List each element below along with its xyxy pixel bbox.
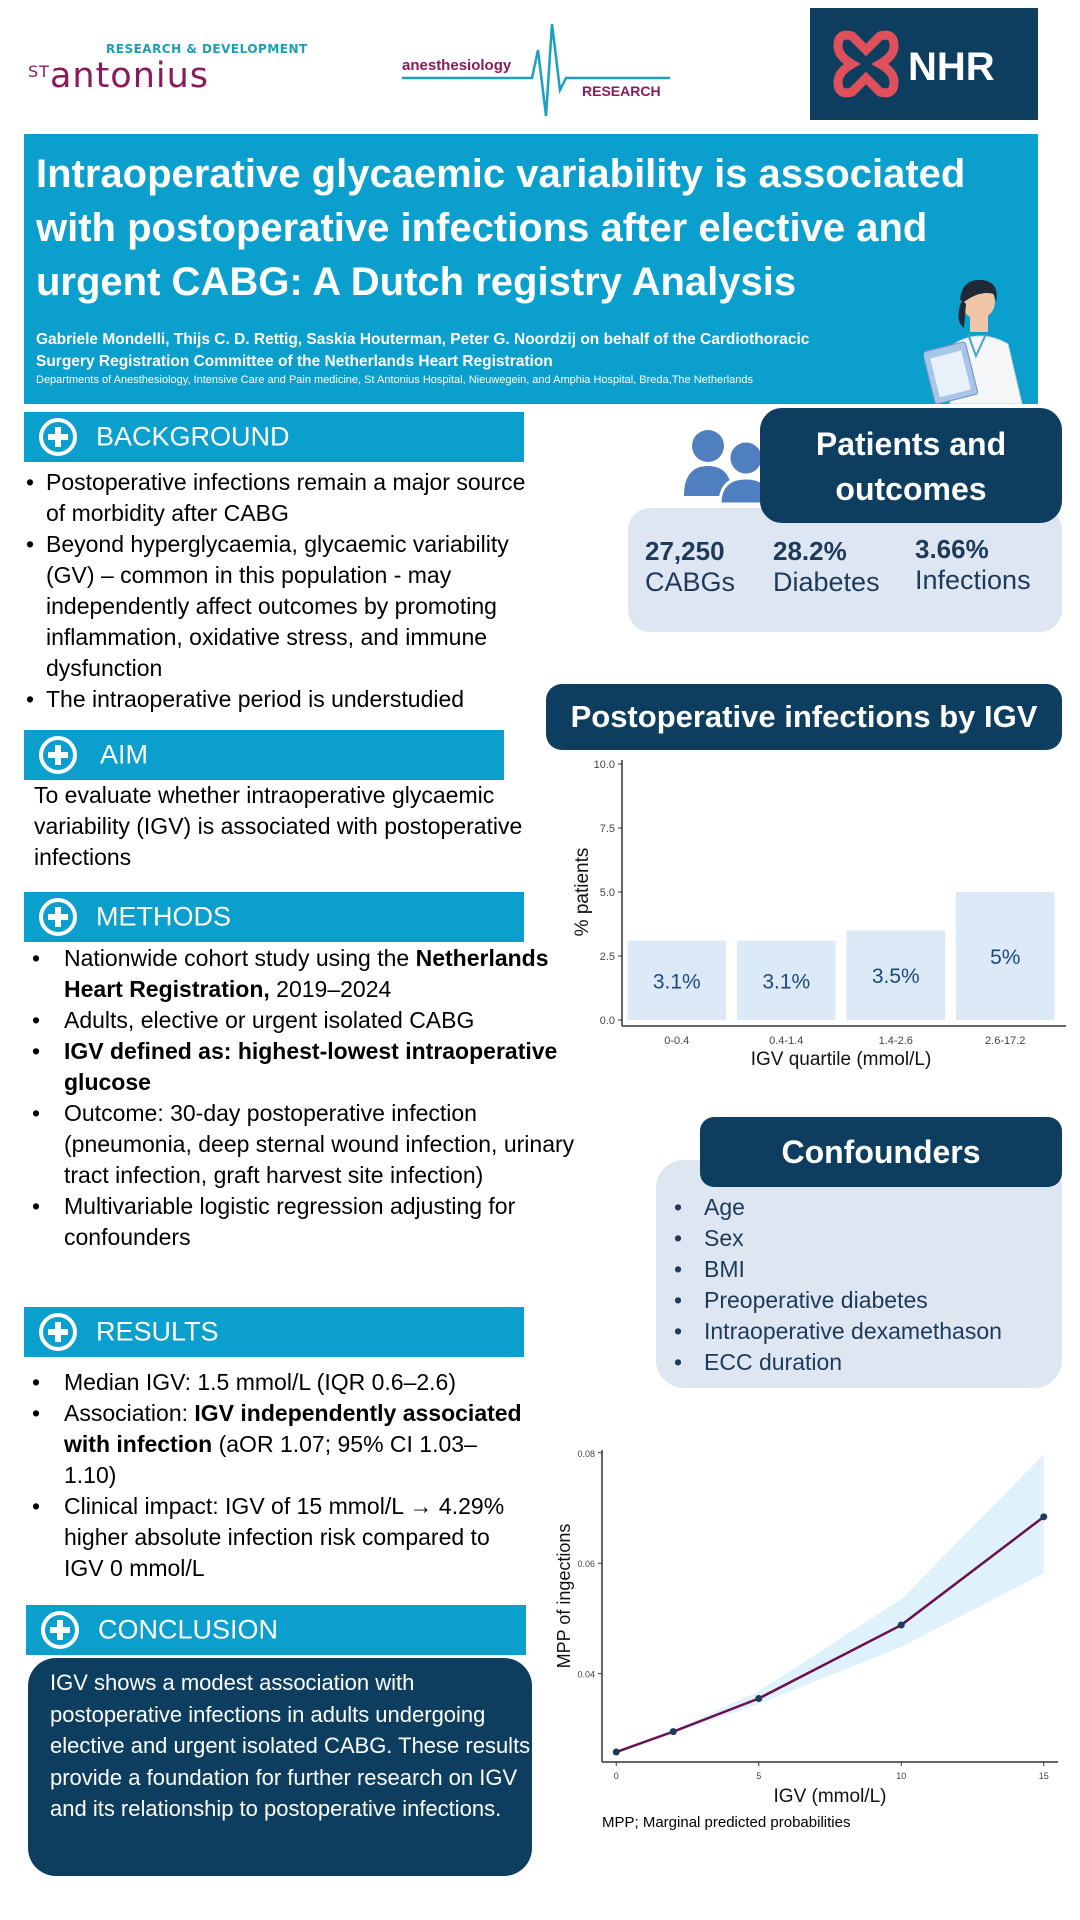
bar-chart-header: Postoperative infections by IGV: [546, 684, 1062, 750]
list-item: • Clinical impact: IGV of 15 mmol/L → 4.29% higher absolute infection risk compared to IGV 0 mmol/L: [24, 1491, 524, 1584]
stat-value: 3.66%: [915, 534, 989, 564]
aim-text: To evaluate whether intraoperative glycaemic variability (IGV) is associated with postoperative infections: [34, 782, 523, 870]
doctor-illustration: [924, 272, 1036, 404]
background-list: [24, 467, 544, 715]
y-tick-label: 0.08: [577, 1448, 595, 1459]
y-tick-label: 0.04: [577, 1669, 595, 1680]
line-chart: [552, 1440, 1072, 1810]
methods-header-label: METHODS: [96, 901, 231, 932]
x-axis-label: IGV (mmol/L): [773, 1786, 887, 1807]
list-item: • Outcome: 30-day postoperative infection (pneumonia, deep sternal wound infection, urinary tract infection, graft harvest site infection): [24, 1098, 576, 1191]
patients-header: Patients and outcomes: [760, 408, 1062, 523]
list-item: • BMI: [672, 1254, 1062, 1285]
stat-diabetes: [773, 536, 903, 598]
data-point: [898, 1622, 905, 1629]
stat-value: 28.2%: [773, 536, 847, 566]
y-tick-label: 10.0: [593, 759, 615, 771]
list-item: • Intraoperative dexamethason: [672, 1316, 1062, 1347]
y-tick-label: 5.0: [599, 887, 615, 899]
list-item: • Median IGV: 1.5 mmol/L (IQR 0.6–2.6): [24, 1367, 524, 1398]
bar-chart: [560, 752, 1070, 1082]
stat-value: 27,250: [645, 536, 725, 566]
background-header: [24, 412, 524, 462]
stat-infections: [915, 534, 1060, 596]
data-label: 3.5%: [871, 965, 920, 989]
stantonius-logo: $^{ST}$antonius: [28, 56, 210, 96]
x-tick-label: 10: [896, 1771, 907, 1781]
y-axis-label: % patients: [572, 847, 593, 937]
list-item: • Postoperative infections remain a major source of morbidity after CABG: [24, 467, 544, 529]
poster-title: Intraoperative glycaemic variability is associated with postoperative infections after elective and urgent CABG: A Dutch registry Analysis: [36, 152, 966, 304]
stat-label: CABGs: [645, 567, 736, 597]
x-tick-label: 0: [613, 1771, 619, 1781]
list-item: • Multivariable logistic regression adjusting for confounders: [24, 1191, 576, 1253]
x-tick-label: 5: [756, 1771, 762, 1781]
data-point: [755, 1695, 762, 1702]
stat-cabgs: [645, 536, 765, 598]
aim-header-label: AIM: [100, 739, 149, 770]
anesthesiology-research-logo: [402, 20, 670, 128]
list-item: • The intraoperative period is understudied: [24, 684, 544, 715]
data-label: 5%: [990, 946, 1021, 969]
background-header-label: BACKGROUND: [96, 421, 290, 452]
conclusion-text: IGV shows a modest association with postoperative infections in adults undergoing elective and urgent isolated CABG. These results provide a foundation for further research on IGV and its relationship to postoperative infections.: [50, 1670, 531, 1821]
results-list: [24, 1367, 524, 1584]
data-label: 3.1%: [652, 970, 701, 994]
y-tick-label: 7.5: [599, 823, 615, 835]
x-axis-label: IGV quartile (mmol/L): [750, 1049, 932, 1070]
plus-icon: [38, 1312, 78, 1352]
x-tick-label: 1.4-2.6: [878, 1035, 913, 1047]
x-tick-label: 2.6-17.2: [985, 1035, 1026, 1047]
results-header-label: RESULTS: [96, 1316, 219, 1347]
results-header: [24, 1307, 524, 1357]
aim-header: [24, 730, 504, 780]
authors: Gabriele Mondelli, Thijs C. D. Rettig, Saskia Houterman, Peter G. Noordzij on behalf of the Cardiothoracic Surgery Registration Committee of the Netherlands Heart Registration: [36, 331, 810, 370]
svg-text:anesthesiology: anesthesiology: [402, 57, 512, 74]
svg-text:NHR: NHR: [908, 45, 995, 89]
list-item: • Preoperative diabetes: [672, 1285, 1062, 1316]
confounders-header: Confounders: [700, 1117, 1062, 1187]
svg-text:RESEARCH: RESEARCH: [582, 83, 661, 99]
list-item: • Sex: [672, 1223, 1062, 1254]
data-label: 3.1%: [762, 970, 811, 994]
list-item: • Age: [672, 1192, 1062, 1223]
x-tick-label: 15: [1038, 1771, 1049, 1781]
confidence-band: [616, 1454, 1044, 1752]
methods-header: [24, 892, 524, 942]
conclusion-header-label: CONCLUSION: [98, 1614, 279, 1645]
nhr-logo: [810, 8, 1038, 120]
y-axis-label: MPP of ingections: [554, 1523, 574, 1669]
list-item: • Nationwide cohort study using the Netherlands Heart Registration, 2019–2024: [24, 943, 576, 1005]
list-item: • IGV defined as: highest-lowest intraoperative glucose: [24, 1036, 576, 1098]
conclusion-header: [26, 1605, 526, 1655]
list-item: • Association: IGV independently associated with infection (aOR 1.07; 95% CI 1.03–1.10): [24, 1398, 524, 1491]
data-point: [670, 1728, 677, 1735]
data-point: [1040, 1513, 1047, 1520]
y-tick-label: 0.0: [599, 1015, 615, 1027]
plus-icon: [38, 897, 78, 937]
mpp-footnote: MPP; Marginal predicted probabilities: [602, 1814, 851, 1831]
list-item: • ECC duration: [672, 1347, 1062, 1378]
stantonius-logo-tagline: RESEARCH & DEVELOPMENT: [106, 42, 308, 56]
list-item: • Beyond hyperglycaemia, glycaemic variability (GV) – common in this population - may independently affect outcomes by promoting inflammation, oxidative stress, and immune dysfunction: [24, 529, 544, 684]
plus-icon: [40, 1610, 80, 1650]
y-tick-label: 2.5: [599, 951, 615, 963]
methods-list: [24, 943, 576, 1253]
data-point: [613, 1749, 620, 1756]
stat-label: Infections: [915, 565, 1031, 595]
x-tick-label: 0.4-1.4: [769, 1035, 804, 1047]
stat-label: Diabetes: [773, 567, 880, 597]
affiliation: Departments of Anesthesiology, Intensive Care and Pain medicine, St Antonius Hospital, Nieuwegein, and Amphia Hospital, Breda,The Netherlands: [36, 374, 754, 386]
confounders-list: [672, 1192, 1062, 1378]
plus-icon: [38, 417, 78, 457]
list-item: • Adults, elective or urgent isolated CABG: [24, 1005, 576, 1036]
y-tick-label: 0.06: [577, 1559, 595, 1570]
x-tick-label: 0-0.4: [664, 1035, 690, 1047]
plus-icon: [38, 735, 78, 775]
